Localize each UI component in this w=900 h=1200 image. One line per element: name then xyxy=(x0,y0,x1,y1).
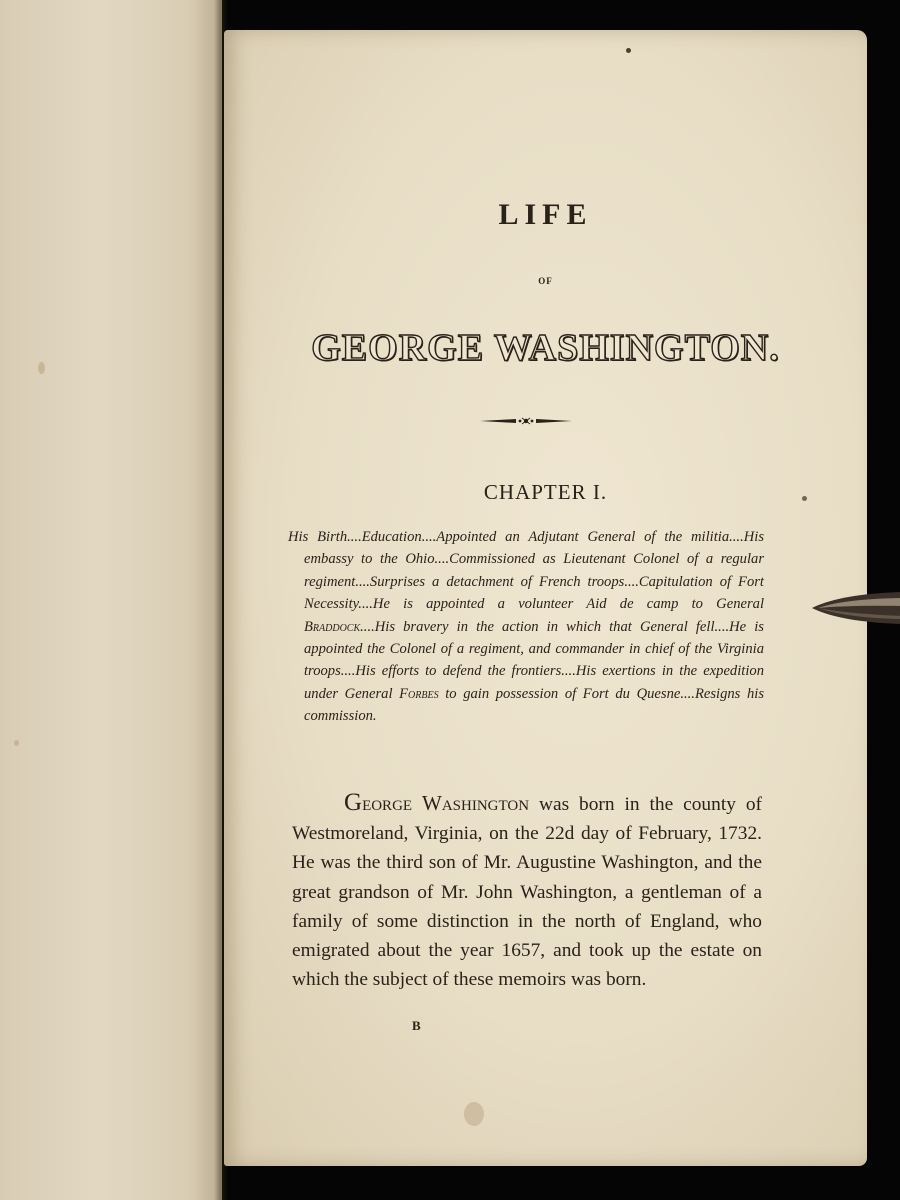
chapter-heading: CHAPTER I. xyxy=(483,480,608,504)
summary-text: His Birth....Education....Appointed an Adjutant General of the militia....His embassy to the Ohio....Commissioned as Lieutenant Colonel of a regular regiment....Surprises a detachment of French troops....Capitulation of Fort Necessity....He is appointed a volunteer Aid de camp to General xyxy=(288,529,764,613)
summary-text: to gain possession of Fort du Quesne....Resigns his commission. xyxy=(304,685,764,725)
left-page xyxy=(0,0,222,1200)
signature-mark: B xyxy=(412,1018,421,1033)
summary-text: ....His bravery in the action in which that General fell....He is appointed the Colonel of a regiment, and commander in chief of the Virginia troops....His efforts to defend the frontiers....His exertions in the expedition under General xyxy=(304,618,764,702)
foxing-spot xyxy=(626,48,631,53)
foxing-spot xyxy=(14,740,19,746)
right-page xyxy=(224,30,867,1166)
chapter-summary xyxy=(288,526,764,728)
summary-name-forbes: Forbes xyxy=(399,685,439,702)
body-paragraph xyxy=(292,788,762,994)
summary-name-braddock: Braddock xyxy=(304,618,361,635)
foxing-spot xyxy=(464,1102,484,1126)
bookmark-pointer-icon xyxy=(810,588,900,628)
book-subject: GEORGE WASHINGTON. xyxy=(311,327,780,369)
body-text: was born in the county of Westmoreland, Virginia, on the 22d day of February, 1732. He was the third son of Mr. Augustine Washington, and the great grandson of Mr. John Washington, a gentleman of a family of some distinction in the north of England, who emigrated about the year 1657, and took up the estate on which the subject of these memoirs was born. xyxy=(292,794,762,991)
lead-letter: G xyxy=(344,789,363,816)
ornament-divider-icon xyxy=(478,414,574,428)
lead-words: eorge Washington xyxy=(362,791,530,815)
foxing-spot xyxy=(38,362,45,374)
book-title: LIFE xyxy=(498,198,593,231)
title-connector: OF xyxy=(538,276,553,286)
